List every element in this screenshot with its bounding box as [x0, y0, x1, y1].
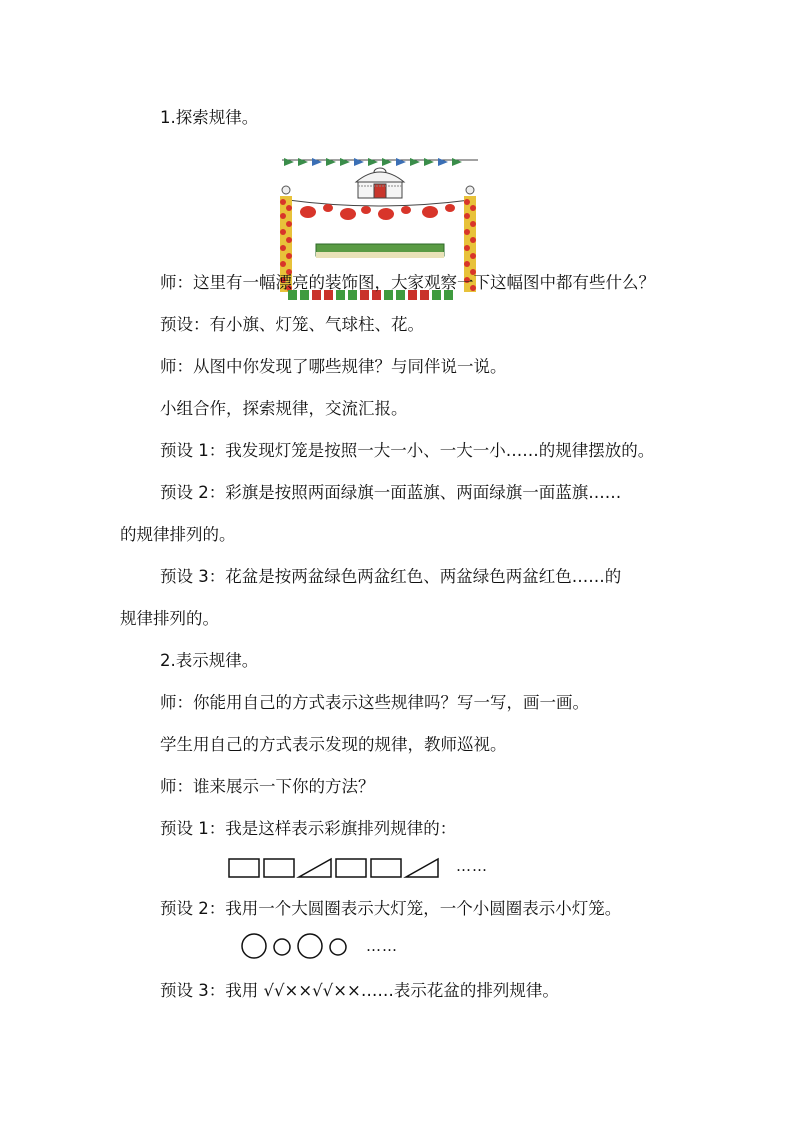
- flag-pattern-shapes: [228, 856, 448, 884]
- lantern-pattern-ellipsis: ……: [366, 937, 398, 955]
- section1-heading: 1.探索规律。: [160, 108, 259, 127]
- paragraph-preset: 预设：有小旗、灯笼、气球柱、花。: [160, 315, 424, 334]
- paragraph-group-work: 小组合作，探索规律，交流汇报。: [160, 399, 408, 418]
- paragraph-teacher-show: 师：谁来展示一下你的方法？: [160, 777, 375, 796]
- flags-row: [284, 158, 462, 166]
- section2-heading: 2.表示规律。: [160, 651, 259, 670]
- paragraph-teacher-represent: 师：你能用自己的方式表示这些规律吗？写一写，画一画。: [160, 693, 589, 712]
- paragraph-students: 学生用自己的方式表示发现的规律，教师巡视。: [160, 735, 507, 754]
- paragraph-preset-2-cont: 的规律排列的。: [120, 525, 236, 544]
- yurt: [356, 168, 404, 198]
- paragraph-teacher-rule: 师：从图中你发现了哪些规律？与同伴说一说。: [160, 357, 507, 376]
- paragraph-preset-1: 预设 1：我发现灯笼是按照一大一小、一大一小……的规律摆放的。: [160, 441, 655, 460]
- paragraph-preset-2-circles: 预设 2：我用一个大圆圈表示大灯笼，一个小圆圈表示小灯笼。: [160, 899, 622, 918]
- paragraph-preset-3: 预设 3：花盆是按两盆绿色两盆红色、两盆绿色两盆红色……的: [160, 567, 622, 586]
- paragraph-teacher-question: 师：这里有一幅漂亮的装饰图，大家观察一下这幅图中都有些什么？: [160, 273, 655, 292]
- flag-pattern-ellipsis: ……: [456, 857, 488, 875]
- paragraph-preset-3-cont: 规律排列的。: [120, 609, 219, 628]
- lantern-pattern-circles: [240, 932, 352, 964]
- paragraph-preset-2: 预设 2：彩旗是按照两面绿旗一面蓝旗、两面绿旗一面蓝旗……: [160, 483, 622, 502]
- paragraph-preset-1-flags: 预设 1：我是这样表示彩旗排列规律的：: [160, 819, 457, 838]
- paragraph-preset-3-marks: 预设 3：我用 √√××√√××……表示花盆的排列规律。: [160, 981, 559, 1000]
